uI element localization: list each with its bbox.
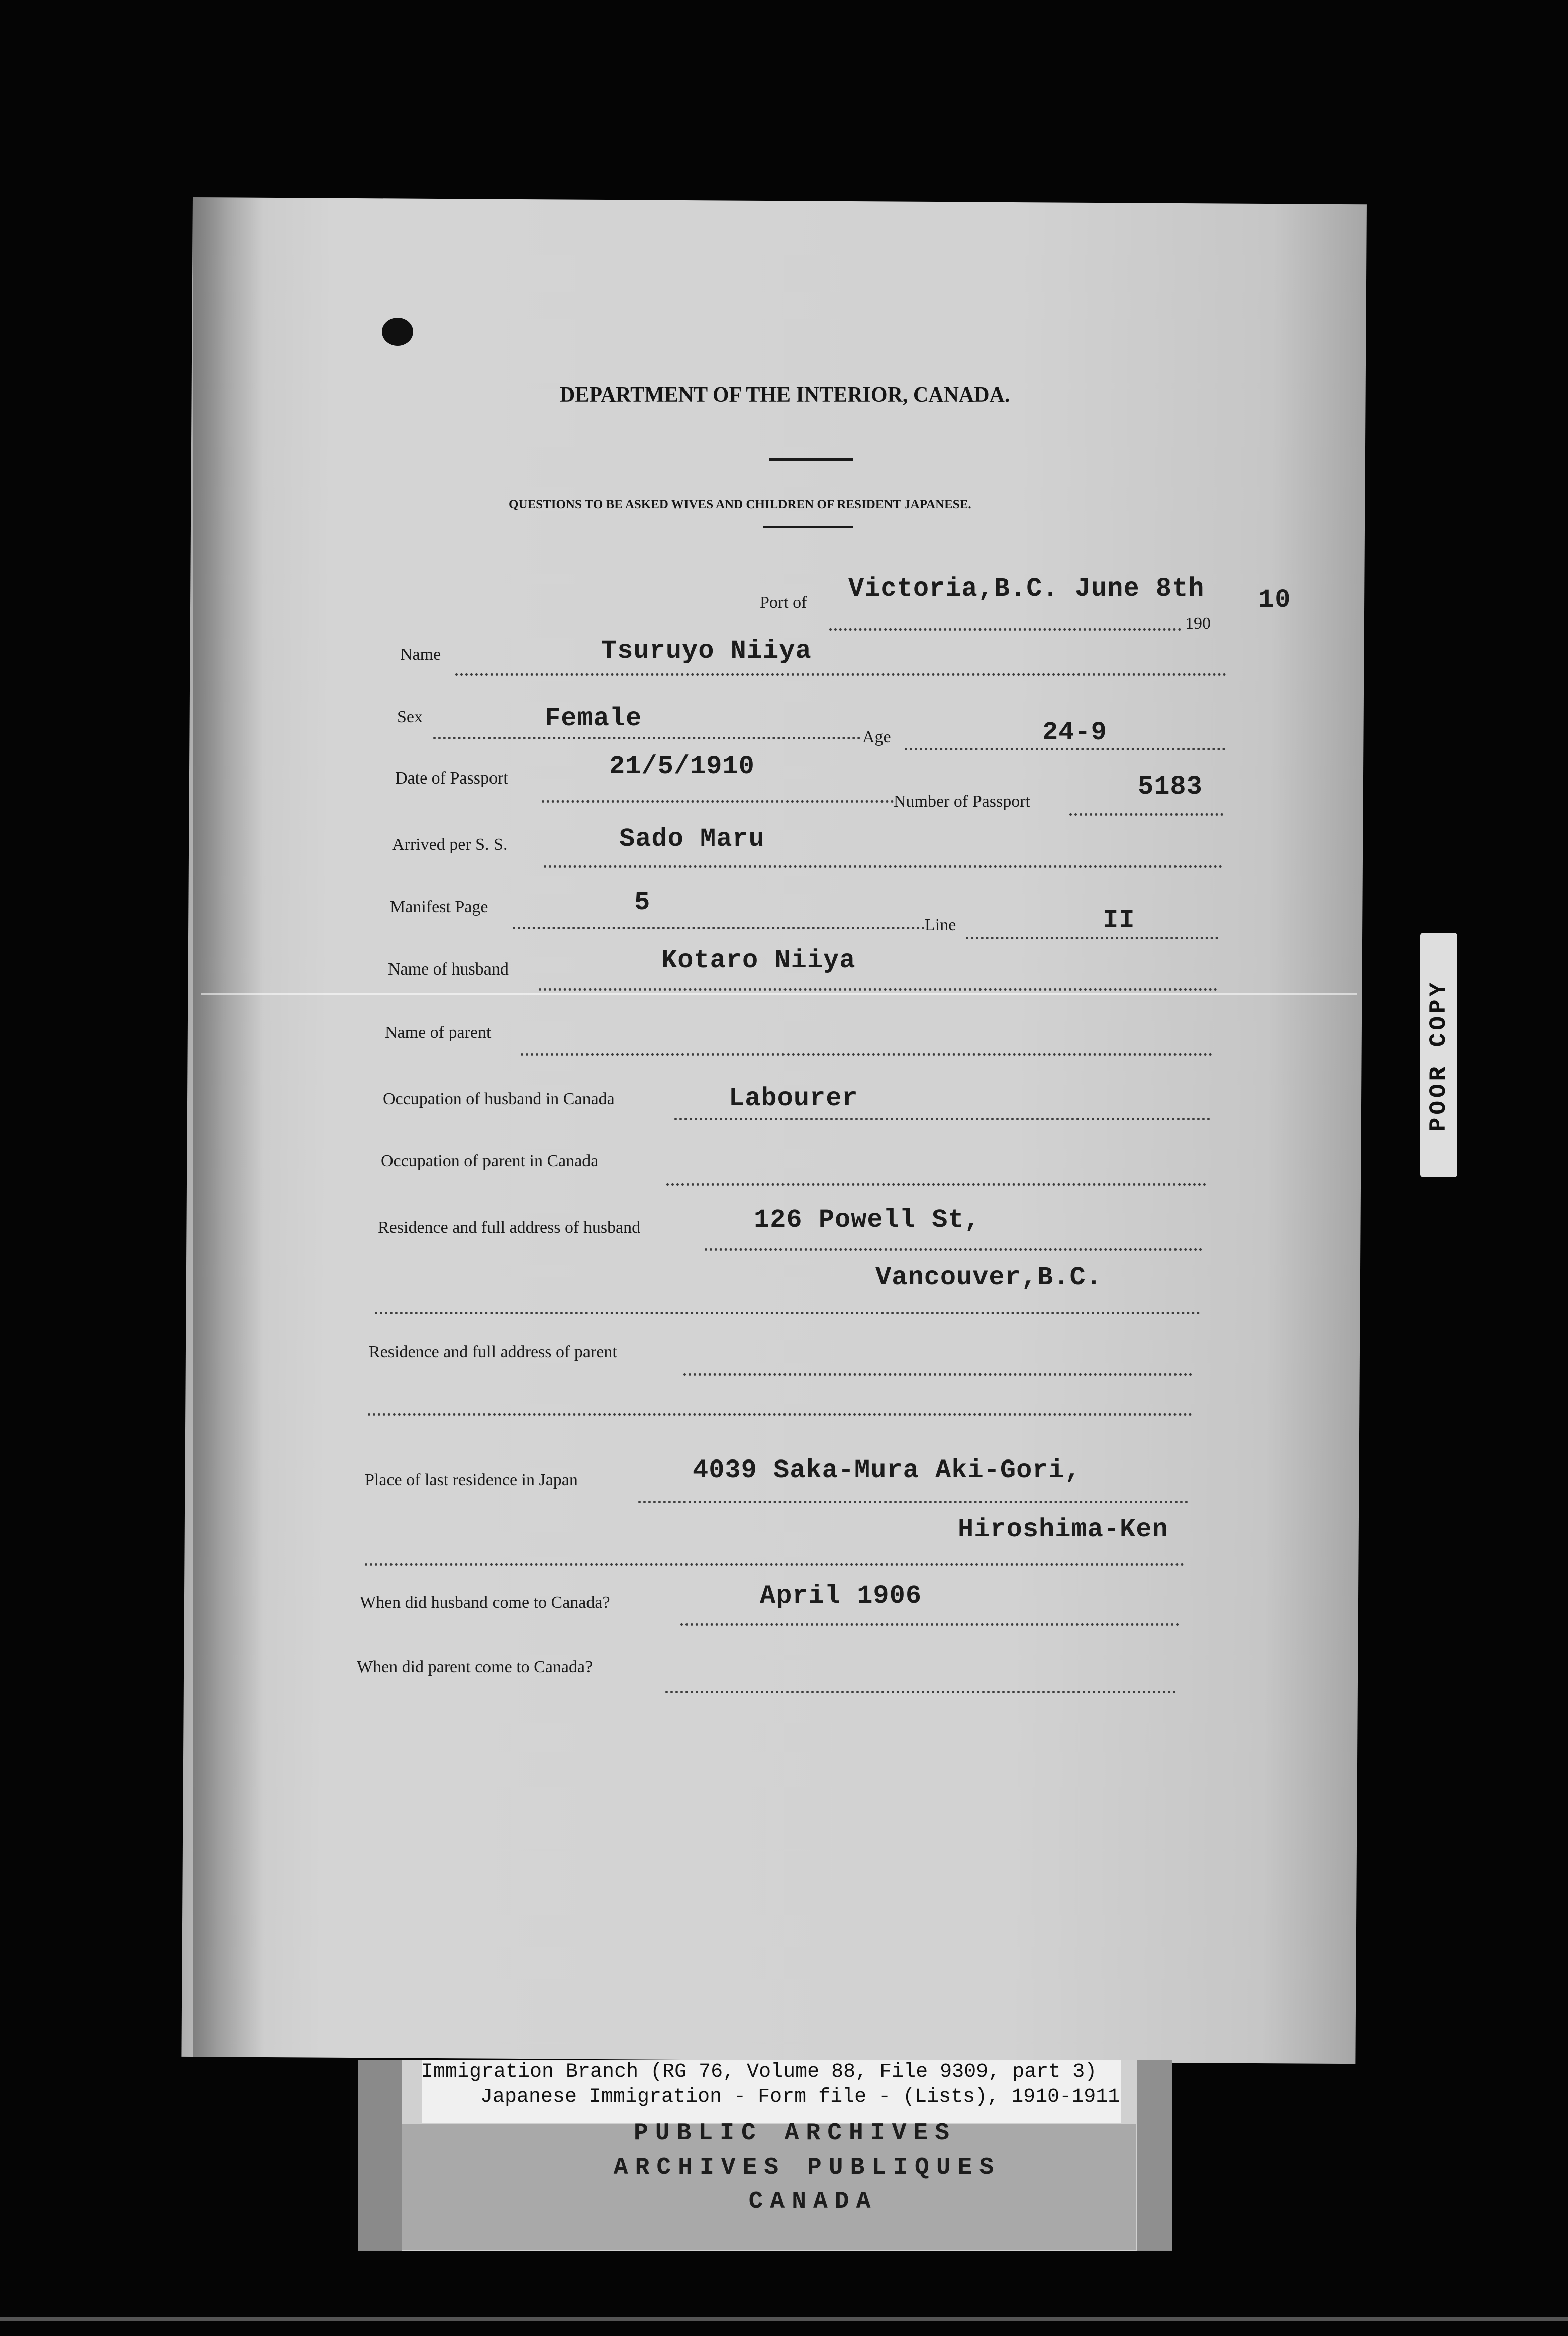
archive-reference-line-1: Immigration Branch (RG 76, Volume 88, File 9309, part 3) (421, 2061, 1097, 2083)
name-of-husband-label: Name of husband (388, 960, 509, 979)
last-residence-dotted-line-2 (365, 1563, 1184, 1566)
date-of-passport-dotted-line (542, 800, 894, 803)
form-paper (181, 197, 1367, 2064)
manifest-page-label: Manifest Page (390, 898, 488, 916)
husband-came-value: April 1906 (760, 1581, 922, 1611)
number-of-passport-label: Number of Passport (894, 792, 1030, 811)
form-subtitle: QUESTIONS TO BE ASKED WIVES AND CHILDREN OF RESIDENT JAPANESE. (509, 498, 971, 511)
port-value: Victoria,B.C. June 8th (848, 574, 1205, 604)
husband-came-dotted-line (680, 1623, 1179, 1626)
name-of-husband-value: Kotaro Niiya (661, 946, 856, 976)
name-label: Name (400, 645, 441, 664)
occupation-husband-label: Occupation of husband in Canada (383, 1090, 615, 1108)
port-label: Port of (760, 593, 807, 612)
line-label: Line (925, 916, 956, 934)
last-residence-dotted-line-1 (638, 1501, 1188, 1503)
archive-card-right-edge (1137, 2060, 1172, 2251)
manifest-page-value: 5 (634, 888, 651, 917)
port-dotted-line (829, 628, 1181, 631)
arrived-per-label: Arrived per S. S. (392, 835, 508, 854)
name-value: Tsuruyo Niiya (601, 636, 812, 666)
title-rule-1 (769, 458, 853, 461)
occupation-parent-dotted-line (666, 1183, 1206, 1186)
last-residence-value-2: Hiroshima-Ken (958, 1515, 1168, 1544)
name-of-husband-dotted-line (539, 988, 1217, 991)
age-dotted-line (905, 748, 1225, 750)
residence-husband-dotted-line-1 (705, 1248, 1202, 1251)
residence-husband-value-1: 126 Powell St, (754, 1205, 981, 1235)
date-of-passport-value: 21/5/1910 (609, 752, 755, 782)
residence-parent-dotted-line-2 (368, 1413, 1192, 1416)
date-of-passport-label: Date of Passport (395, 769, 508, 788)
bottom-border-line (0, 2317, 1568, 2321)
number-of-passport-dotted-line (1069, 813, 1223, 816)
manifest-page-dotted-line (513, 927, 925, 929)
arrived-per-dotted-line (544, 865, 1222, 868)
residence-husband-dotted-line-2 (375, 1312, 1200, 1314)
poor-copy-text: POOR COPY (1426, 979, 1452, 1132)
paper-shadow-edge (193, 197, 263, 2057)
parent-came-label: When did parent come to Canada? (357, 1658, 593, 1676)
fold-crease (201, 993, 1357, 995)
name-of-parent-dotted-line (521, 1053, 1212, 1056)
residence-parent-dotted-line-1 (683, 1373, 1192, 1376)
residence-parent-label: Residence and full address of parent (369, 1343, 617, 1361)
residence-husband-value-2: Vancouver,B.C. (875, 1262, 1102, 1292)
husband-came-label: When did husband come to Canada? (360, 1593, 610, 1612)
title-rule-2 (763, 526, 853, 528)
occupation-parent-label: Occupation of parent in Canada (381, 1152, 599, 1171)
archive-card-left-edge (358, 2060, 402, 2251)
number-of-passport-value: 5183 (1138, 772, 1203, 802)
age-value: 24-9 (1042, 718, 1107, 747)
archive-stamp-line-2: ARCHIVES PUBLIQUES (613, 2154, 1001, 2181)
name-dotted-line (455, 673, 1226, 676)
name-of-parent-label: Name of parent (385, 1023, 492, 1042)
sex-label: Sex (397, 708, 423, 726)
year-suffix-value: 10 (1258, 585, 1291, 615)
archive-stamp-line-1: PUBLIC ARCHIVES (633, 2120, 957, 2147)
sex-dotted-line (433, 737, 860, 739)
form-title: DEPARTMENT OF THE INTERIOR, CANADA. (560, 383, 1010, 407)
archive-stamp-line-3: CANADA (748, 2188, 878, 2215)
occupation-husband-value: Labourer (729, 1084, 858, 1113)
punch-hole (382, 318, 413, 346)
year-prefix-label: 190 (1185, 614, 1211, 633)
last-residence-value-1: 4039 Saka-Mura Aki-Gori, (693, 1455, 1081, 1485)
archive-reference-line-2: Japanese Immigration - Form file - (Lists), 1910-1911 (480, 2086, 1120, 2108)
last-residence-label: Place of last residence in Japan (365, 1471, 578, 1489)
sex-value: Female (545, 704, 642, 733)
parent-came-dotted-line (665, 1691, 1176, 1693)
arrived-per-value: Sado Maru (619, 824, 765, 854)
age-label: Age (862, 728, 891, 746)
occupation-husband-dotted-line (674, 1118, 1210, 1120)
line-value: II (1103, 906, 1135, 935)
residence-husband-label: Residence and full address of husband (378, 1218, 641, 1237)
line-dotted-line (966, 937, 1218, 939)
